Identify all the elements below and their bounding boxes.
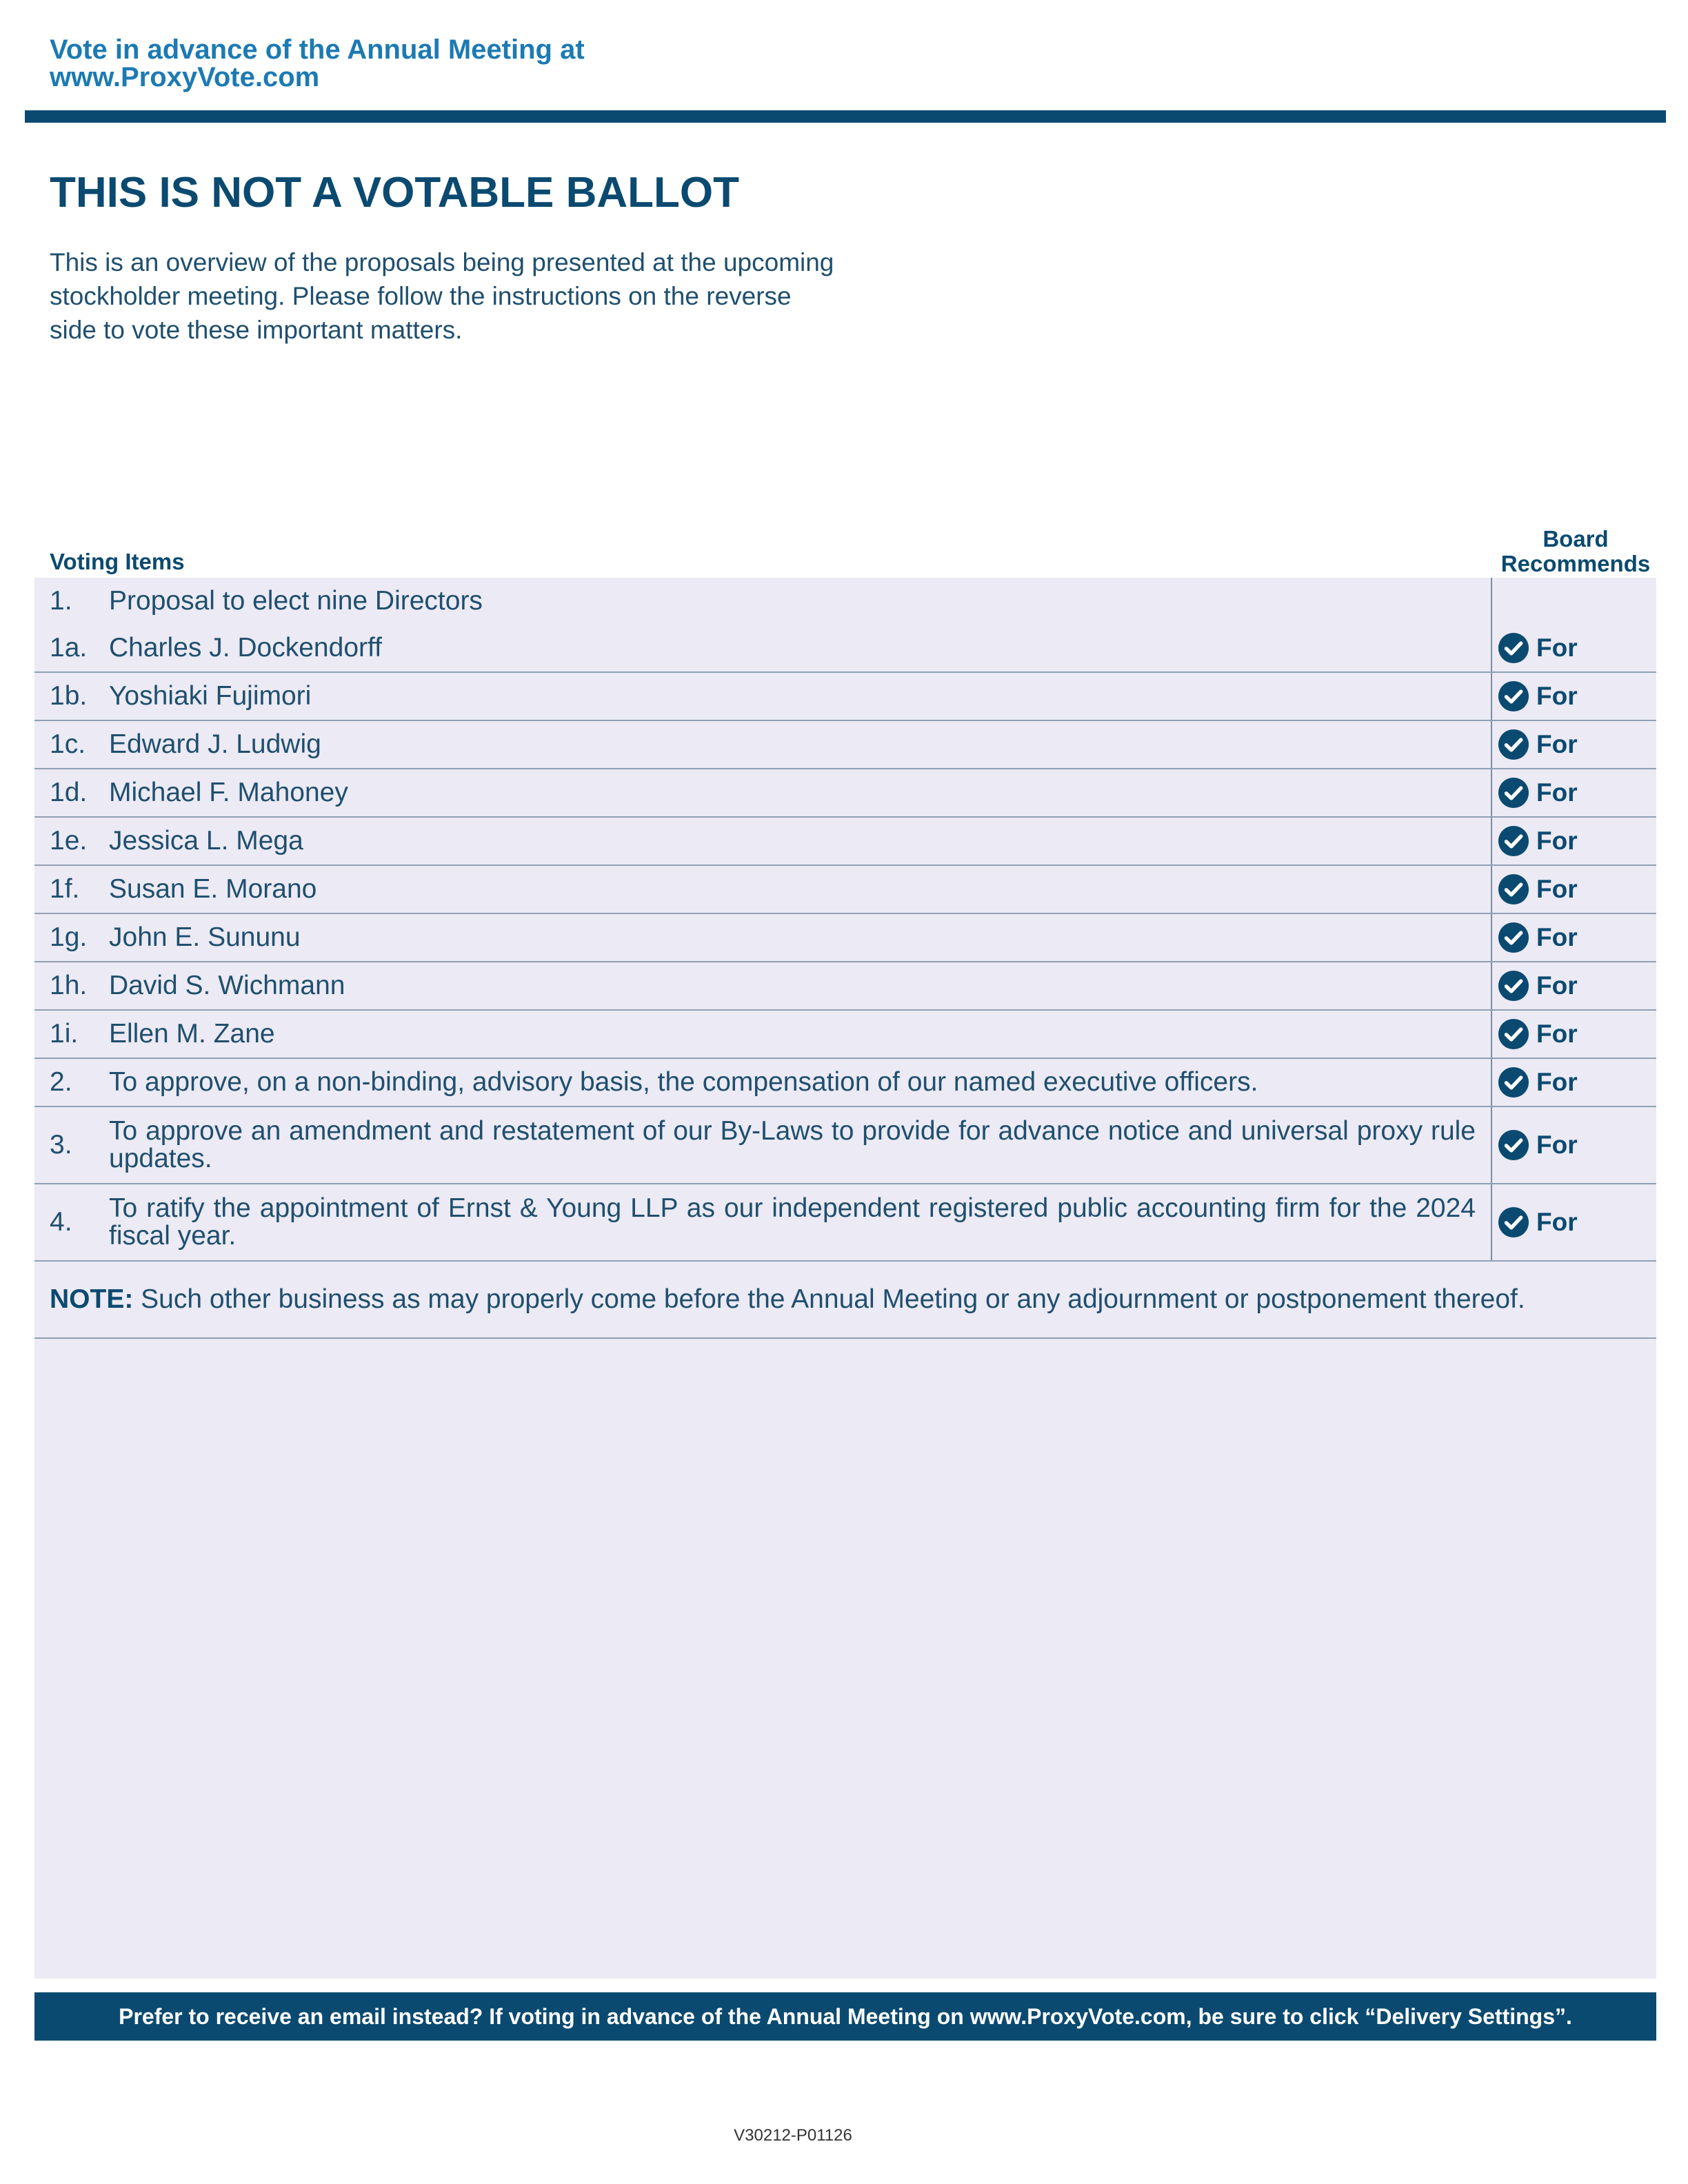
table-row bbox=[34, 1106, 1656, 1184]
item-number: 1h. bbox=[34, 962, 109, 1010]
header-line-1: Vote in advance of the Annual Meeting at bbox=[50, 34, 585, 65]
check-circle-icon bbox=[1498, 680, 1529, 712]
check-circle-icon bbox=[1498, 1206, 1529, 1238]
board-recommends-heading bbox=[1484, 527, 1667, 576]
voting-items-table bbox=[34, 578, 1656, 1339]
board-heading-line-1: Board bbox=[1543, 526, 1609, 552]
recommendation-label: For bbox=[1536, 778, 1578, 807]
item-number: 2. bbox=[34, 1058, 109, 1106]
item-recommendation bbox=[1491, 1010, 1656, 1058]
recommendation-label: For bbox=[1536, 682, 1578, 710]
item-recommendation bbox=[1491, 769, 1656, 817]
table-row bbox=[34, 913, 1656, 962]
item-text: Jessica L. Mega bbox=[109, 817, 1491, 865]
item-text: John E. Sununu bbox=[109, 913, 1491, 962]
item-text: To approve an amendment and restatement of our By-Laws to provide for advance notice and universal proxy rule updates. bbox=[109, 1106, 1491, 1184]
item-recommendation bbox=[1491, 672, 1656, 720]
item-text: Susan E. Morano bbox=[109, 865, 1491, 913]
item-recommendation bbox=[1491, 720, 1656, 769]
table-row bbox=[34, 769, 1656, 817]
item-text: Edward J. Ludwig bbox=[109, 720, 1491, 769]
footer-banner: Prefer to receive an email instead? If voting in advance of the Annual Meeting on www.ProxyVote.com, be sure to click “Delivery Settings”. bbox=[34, 1992, 1656, 2041]
proposal-header-row bbox=[34, 578, 1656, 625]
item-recommendation bbox=[1491, 817, 1656, 865]
item-number: 1a. bbox=[34, 625, 109, 672]
check-circle-icon bbox=[1498, 970, 1529, 1002]
recommendation-label: For bbox=[1536, 1020, 1578, 1048]
item-recommendation bbox=[1491, 1184, 1656, 1261]
check-circle-icon bbox=[1498, 1018, 1529, 1050]
recommendation-label: For bbox=[1536, 1131, 1578, 1159]
item-recommendation bbox=[1491, 865, 1656, 913]
item-text: Charles J. Dockendorff bbox=[109, 625, 1491, 672]
recommendation-label: For bbox=[1536, 875, 1578, 903]
note-label: NOTE: bbox=[50, 1284, 134, 1314]
table-row bbox=[34, 817, 1656, 865]
item-text: Ellen M. Zane bbox=[109, 1010, 1491, 1058]
item-number: 1d. bbox=[34, 769, 109, 817]
item-text: To approve, on a non-binding, advisory basis, the compensation of our named executive officers. bbox=[109, 1058, 1491, 1106]
board-heading-line-2: Recommends bbox=[1500, 551, 1651, 576]
document-code: V30212-P01126 bbox=[734, 2126, 852, 2145]
item-recommendation bbox=[1491, 962, 1656, 1010]
item-number: 1. bbox=[50, 586, 72, 616]
header-rule bbox=[25, 110, 1666, 123]
table-row bbox=[34, 625, 1656, 672]
table-row bbox=[34, 672, 1656, 720]
recommendation-label: For bbox=[1536, 827, 1578, 855]
item-number: 4. bbox=[34, 1184, 109, 1261]
recommendation-label: For bbox=[1536, 730, 1578, 758]
item-recommendation bbox=[1491, 913, 1656, 962]
check-circle-icon bbox=[1498, 777, 1529, 809]
item-number: 1g. bbox=[34, 913, 109, 962]
item-recommendation bbox=[1491, 1058, 1656, 1106]
recommendation-label: For bbox=[1536, 1068, 1578, 1096]
header-line-2[interactable]: www.ProxyVote.com bbox=[50, 62, 320, 92]
note-text bbox=[34, 1286, 1656, 1313]
item-text: Yoshiaki Fujimori bbox=[109, 672, 1491, 720]
item-text: Michael F. Mahoney bbox=[109, 769, 1491, 817]
header-link[interactable] bbox=[50, 36, 585, 91]
item-number: 1c. bbox=[34, 720, 109, 769]
page-title: THIS IS NOT A VOTABLE BALLOT bbox=[50, 169, 739, 216]
item-text: To ratify the appointment of Ernst & Young LLP as our independent registered public accounting firm for the 2024 fiscal year. bbox=[109, 1184, 1491, 1261]
note-body: Such other business as may properly come before the Annual Meeting or any adjournment or postponement thereof. bbox=[133, 1284, 1525, 1314]
check-circle-icon bbox=[1498, 632, 1529, 664]
recommendation-label: For bbox=[1536, 923, 1578, 951]
recommendation-label: For bbox=[1536, 1208, 1578, 1236]
check-circle-icon bbox=[1498, 1129, 1529, 1161]
recommendation-label: For bbox=[1536, 634, 1578, 662]
check-circle-icon bbox=[1498, 1066, 1529, 1098]
check-circle-icon bbox=[1498, 729, 1529, 760]
recommendation-label: For bbox=[1536, 971, 1578, 1000]
item-number: 1f. bbox=[34, 865, 109, 913]
check-circle-icon bbox=[1498, 873, 1529, 905]
intro-text: This is an overview of the proposals being presented at the upcoming stockholder meeting. Please follow the instructions on the reverse side to vote these important matters. bbox=[50, 248, 834, 344]
table-row bbox=[34, 1184, 1656, 1261]
note-row bbox=[34, 1261, 1656, 1338]
item-text: David S. Wichmann bbox=[109, 962, 1491, 1010]
item-recommendation bbox=[1491, 625, 1656, 672]
item-number: 1b. bbox=[34, 672, 109, 720]
item-number: 1i. bbox=[34, 1010, 109, 1058]
check-circle-icon bbox=[1498, 922, 1529, 953]
check-circle-icon bbox=[1498, 825, 1529, 857]
table-row bbox=[34, 720, 1656, 769]
item-number: 3. bbox=[34, 1106, 109, 1184]
table-row bbox=[34, 1058, 1656, 1106]
voting-items-heading: Voting Items bbox=[50, 549, 185, 574]
item-recommendation bbox=[1491, 1106, 1656, 1184]
item-number: 1e. bbox=[34, 817, 109, 865]
table-row bbox=[34, 865, 1656, 913]
item-recommendation bbox=[1491, 578, 1656, 625]
table-row bbox=[34, 962, 1656, 1010]
table-row bbox=[34, 1010, 1656, 1058]
item-text: Proposal to elect nine Directors bbox=[109, 586, 483, 616]
